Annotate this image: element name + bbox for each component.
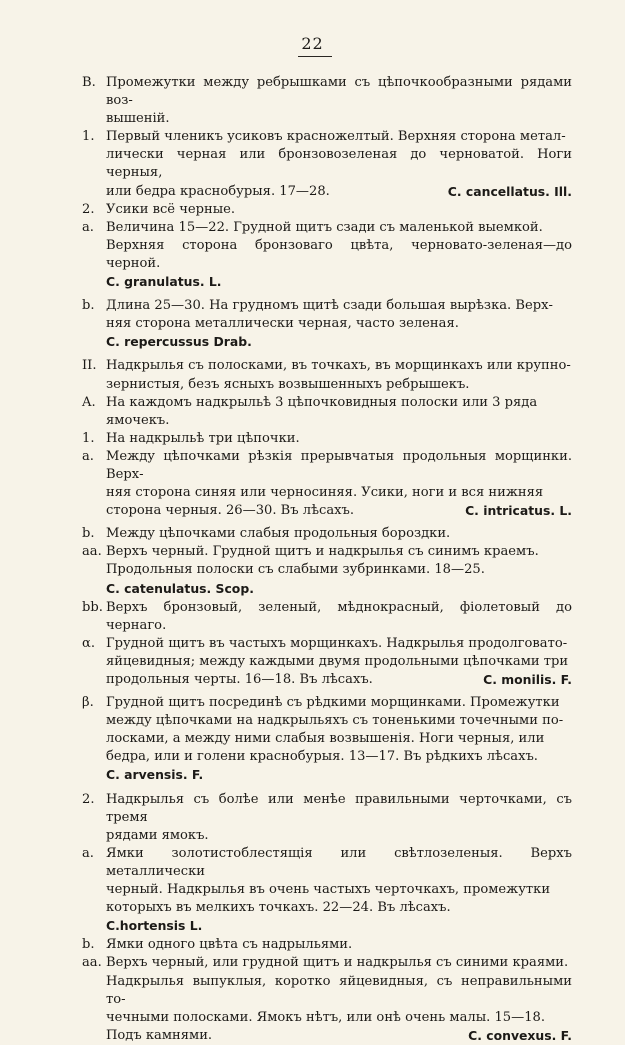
couplet-label bbox=[82, 376, 106, 394]
key-line-text bbox=[106, 502, 572, 520]
key-line bbox=[82, 791, 572, 827]
couplet-label bbox=[82, 1009, 106, 1027]
key-line-text bbox=[106, 671, 572, 689]
couplet-label bbox=[82, 748, 106, 766]
key-line bbox=[82, 297, 572, 315]
page-number-rule bbox=[298, 56, 332, 57]
couplet-label: 1. bbox=[82, 430, 95, 446]
line-text: продольныя черты. 16—18. Въ лѣсахъ. bbox=[106, 672, 373, 687]
key-line bbox=[82, 502, 572, 520]
key-line bbox=[82, 561, 572, 579]
couplet-label bbox=[82, 712, 106, 730]
key-line-text: вышеній. bbox=[106, 111, 170, 127]
key-line-text: бедра, или и голени краснобурыя. 13—17. Въ рѣдкихъ лѣсахъ. bbox=[106, 749, 538, 765]
couplet-label: a. bbox=[82, 219, 94, 235]
key-line bbox=[82, 694, 572, 712]
key-line-text: Длина 25—30. На грудномъ щитѣ сзади большая вырѣзка. Верх- bbox=[106, 298, 553, 314]
couplet-label bbox=[82, 315, 106, 333]
key-line-text: Грудной щитъ въ частыхъ морщинкахъ. Надкрылья продолговато- bbox=[106, 635, 568, 651]
couplet-label bbox=[82, 561, 106, 579]
key-line bbox=[82, 1027, 572, 1045]
key-line bbox=[82, 653, 572, 671]
key-line bbox=[82, 357, 572, 375]
species-name: C. repercussus Drab. bbox=[106, 334, 252, 350]
key-text bbox=[82, 74, 572, 1045]
couplet-label bbox=[82, 917, 106, 936]
key-line bbox=[82, 183, 572, 201]
couplet-label bbox=[82, 502, 106, 520]
key-line bbox=[82, 333, 572, 352]
key-line bbox=[82, 543, 572, 561]
key-line bbox=[82, 219, 572, 237]
key-line bbox=[82, 412, 572, 430]
couplet-label: α. bbox=[82, 635, 96, 651]
key-line-text: Верхъ черный. Грудной щитъ и надкрылья съ синимъ краемъ. bbox=[106, 544, 539, 560]
key-line bbox=[82, 954, 572, 972]
couplet-label bbox=[82, 333, 106, 352]
couplet-label bbox=[82, 653, 106, 671]
couplet-label: a. bbox=[82, 448, 94, 464]
key-line bbox=[82, 973, 572, 1009]
key-line-text: чечными полосками. Ямокъ нѣтъ, или онѣ очень малы. 15—18. bbox=[106, 1009, 546, 1025]
key-line-text: Величина 15—22. Грудной щитъ сзади съ маленькой выемкой. bbox=[106, 219, 543, 235]
couplet-label bbox=[82, 827, 106, 845]
key-line bbox=[82, 315, 572, 333]
key-line bbox=[82, 827, 572, 845]
couplet-label: b. bbox=[82, 298, 95, 314]
key-line-text: Между цѣпочками рѣзкія прерывчатыя продольныя морщинки. Верх- bbox=[106, 448, 572, 482]
key-line-text bbox=[106, 183, 572, 201]
key-line bbox=[82, 448, 572, 484]
couplet-label: b. bbox=[82, 937, 95, 953]
key-line-text: Продольныя полоски съ слабыми зубринками. 18—25. bbox=[106, 562, 485, 578]
key-line-text: На каждомъ надкрыльѣ 3 цѣпочковидныя полоски или 3 ряда bbox=[106, 394, 538, 410]
key-line bbox=[82, 74, 572, 110]
couplet-label bbox=[82, 671, 106, 689]
couplet-label bbox=[82, 146, 106, 182]
key-line-text: лически черная или бронзовозеленая до черноватой. Ноги черныя, bbox=[106, 147, 572, 181]
species-name: C. cancellatus. Ill. bbox=[447, 183, 572, 199]
key-line-text: лосками, а между ними слабыя возвышенія. Ноги черныя, или bbox=[106, 731, 545, 747]
key-line-text: Надкрылья съ болѣе или менѣе правильными черточками, съ тремя bbox=[106, 791, 572, 825]
key-line-text: Надкрылья выпуклыя, коротко яйцевидныя, съ неправильными то- bbox=[106, 973, 572, 1007]
couplet-label: a. bbox=[82, 845, 94, 861]
couplet-label: II. bbox=[82, 358, 97, 374]
key-line-text: няя сторона металлически черная, часто зеленая. bbox=[106, 316, 459, 332]
couplet-label bbox=[82, 484, 106, 502]
key-line-text: няя сторона синяя или черносиняя. Усики, ноги и вся нижняя bbox=[106, 485, 544, 501]
key-line bbox=[82, 748, 572, 766]
key-line bbox=[82, 110, 572, 128]
key-line-text bbox=[106, 766, 572, 785]
key-line-text bbox=[106, 273, 572, 292]
key-line bbox=[82, 635, 572, 653]
line-text: Подъ камнями. bbox=[106, 1027, 213, 1043]
couplet-label: 2. bbox=[82, 201, 95, 217]
key-line-text: Ямки золотистоблестящія или свѣтлозеленыя. Верхъ металлически bbox=[106, 845, 572, 879]
species-name: C. granulatus. L. bbox=[106, 274, 222, 290]
key-line-text: рядами ямокъ. bbox=[106, 827, 209, 843]
key-line bbox=[82, 525, 572, 543]
key-line bbox=[82, 599, 572, 635]
couplet-label: bb. bbox=[82, 599, 103, 615]
couplet-label: B. bbox=[82, 75, 96, 90]
key-line bbox=[82, 712, 572, 730]
key-line-text: Верхъ черный, или грудной щитъ и надкрылья съ синими краями. bbox=[106, 955, 569, 971]
key-line-text: Верхъ бронзовый, зеленый, мѣднокрасный, фіолетовый до чернаго. bbox=[106, 599, 572, 633]
key-line-text: ямочекъ. bbox=[106, 412, 170, 428]
key-line bbox=[82, 201, 572, 219]
key-line-text: На надкрыльѣ три цѣпочки. bbox=[106, 430, 300, 446]
key-line bbox=[82, 881, 572, 899]
couplet-label bbox=[82, 973, 106, 1009]
couplet-label bbox=[82, 899, 106, 917]
key-line bbox=[82, 917, 572, 936]
key-line bbox=[82, 899, 572, 917]
couplet-label bbox=[82, 766, 106, 785]
couplet-label: 1. bbox=[82, 129, 95, 145]
species-name: C. intricatus. L. bbox=[465, 503, 572, 519]
couplet-label bbox=[82, 110, 106, 128]
key-line bbox=[82, 766, 572, 785]
couplet-label: A. bbox=[82, 394, 96, 410]
species-name: C. arvensis. F. bbox=[106, 767, 204, 783]
species-name: C.hortensis L. bbox=[106, 918, 203, 934]
key-line-text: Первый членикъ усиковъ красножелтый. Верхняя сторона метал- bbox=[106, 129, 566, 145]
couplet-label bbox=[82, 183, 106, 201]
key-line bbox=[82, 273, 572, 292]
key-line bbox=[82, 730, 572, 748]
couplet-label bbox=[82, 237, 106, 273]
couplet-label bbox=[82, 412, 106, 430]
key-line-text: между цѣпочками на надкрыльяхъ съ тоненькими точечными по- bbox=[106, 713, 564, 729]
key-line-text bbox=[106, 917, 572, 936]
key-line bbox=[82, 671, 572, 689]
couplet-label: b. bbox=[82, 526, 95, 542]
couplet-label: β. bbox=[82, 695, 94, 711]
couplet-label bbox=[82, 1027, 106, 1045]
key-line bbox=[82, 146, 572, 182]
couplet-label bbox=[82, 730, 106, 748]
line-text: или бедра краснобурыя. 17—28. bbox=[106, 183, 330, 199]
key-line-text: Ямки одного цвѣта съ надрыльями. bbox=[106, 937, 353, 953]
key-line-text: которыхъ въ мелкихъ точкахъ. 22—24. Въ лѣсахъ. bbox=[106, 900, 451, 916]
key-line bbox=[82, 128, 572, 146]
key-line-text bbox=[106, 333, 572, 352]
key-line-text: Промежутки между ребрышками съ цѣпочкообразными рядами воз- bbox=[106, 75, 572, 109]
key-line bbox=[82, 376, 572, 394]
key-line-text bbox=[106, 1027, 572, 1045]
couplet-label: aa. bbox=[82, 544, 102, 560]
couplet-label bbox=[82, 273, 106, 292]
species-name: C. convexus. F. bbox=[468, 1027, 572, 1043]
line-text: сторона черныя. 26—30. Въ лѣсахъ. bbox=[106, 503, 355, 519]
key-line-text bbox=[106, 580, 572, 599]
couplet-label bbox=[82, 881, 106, 899]
key-line-text: Усики всё черные. bbox=[106, 201, 236, 217]
couplet-label bbox=[82, 580, 106, 599]
key-line-text: Надкрылья съ полосками, въ точкахъ, въ морщинкахъ или крупно- bbox=[106, 358, 571, 374]
key-line-text: яйцевидныя; между каждыми двумя продольными цѣпочками три bbox=[106, 653, 569, 669]
key-line-text: Верхняя сторона бронзоваго цвѣта, черновато-зеленая—до черной. bbox=[106, 237, 572, 271]
couplet-label: aa. bbox=[82, 955, 102, 971]
key-line-text: зернистыя, безъ ясныхъ возвышенныхъ ребрышекъ. bbox=[106, 376, 470, 392]
key-line bbox=[82, 845, 572, 881]
key-line-text: Грудной щитъ посрединѣ съ рѣдкими морщинками. Промежутки bbox=[106, 695, 560, 711]
key-line bbox=[82, 1009, 572, 1027]
species-name: C. catenulatus. Scop. bbox=[106, 580, 254, 596]
key-line bbox=[82, 936, 572, 954]
species-name: C. monilis. F. bbox=[483, 672, 572, 687]
key-line bbox=[82, 394, 572, 412]
key-line bbox=[82, 484, 572, 502]
key-line bbox=[82, 430, 572, 448]
page-number: 22 bbox=[301, 34, 324, 53]
couplet-label: 2. bbox=[82, 791, 95, 807]
key-line-text: Между цѣпочками слабыя продольныя бороздки. bbox=[106, 526, 451, 542]
key-line bbox=[82, 580, 572, 599]
key-line bbox=[82, 237, 572, 273]
key-line-text: черный. Надкрылья въ очень частыхъ черточкахъ, промежутки bbox=[106, 882, 551, 898]
